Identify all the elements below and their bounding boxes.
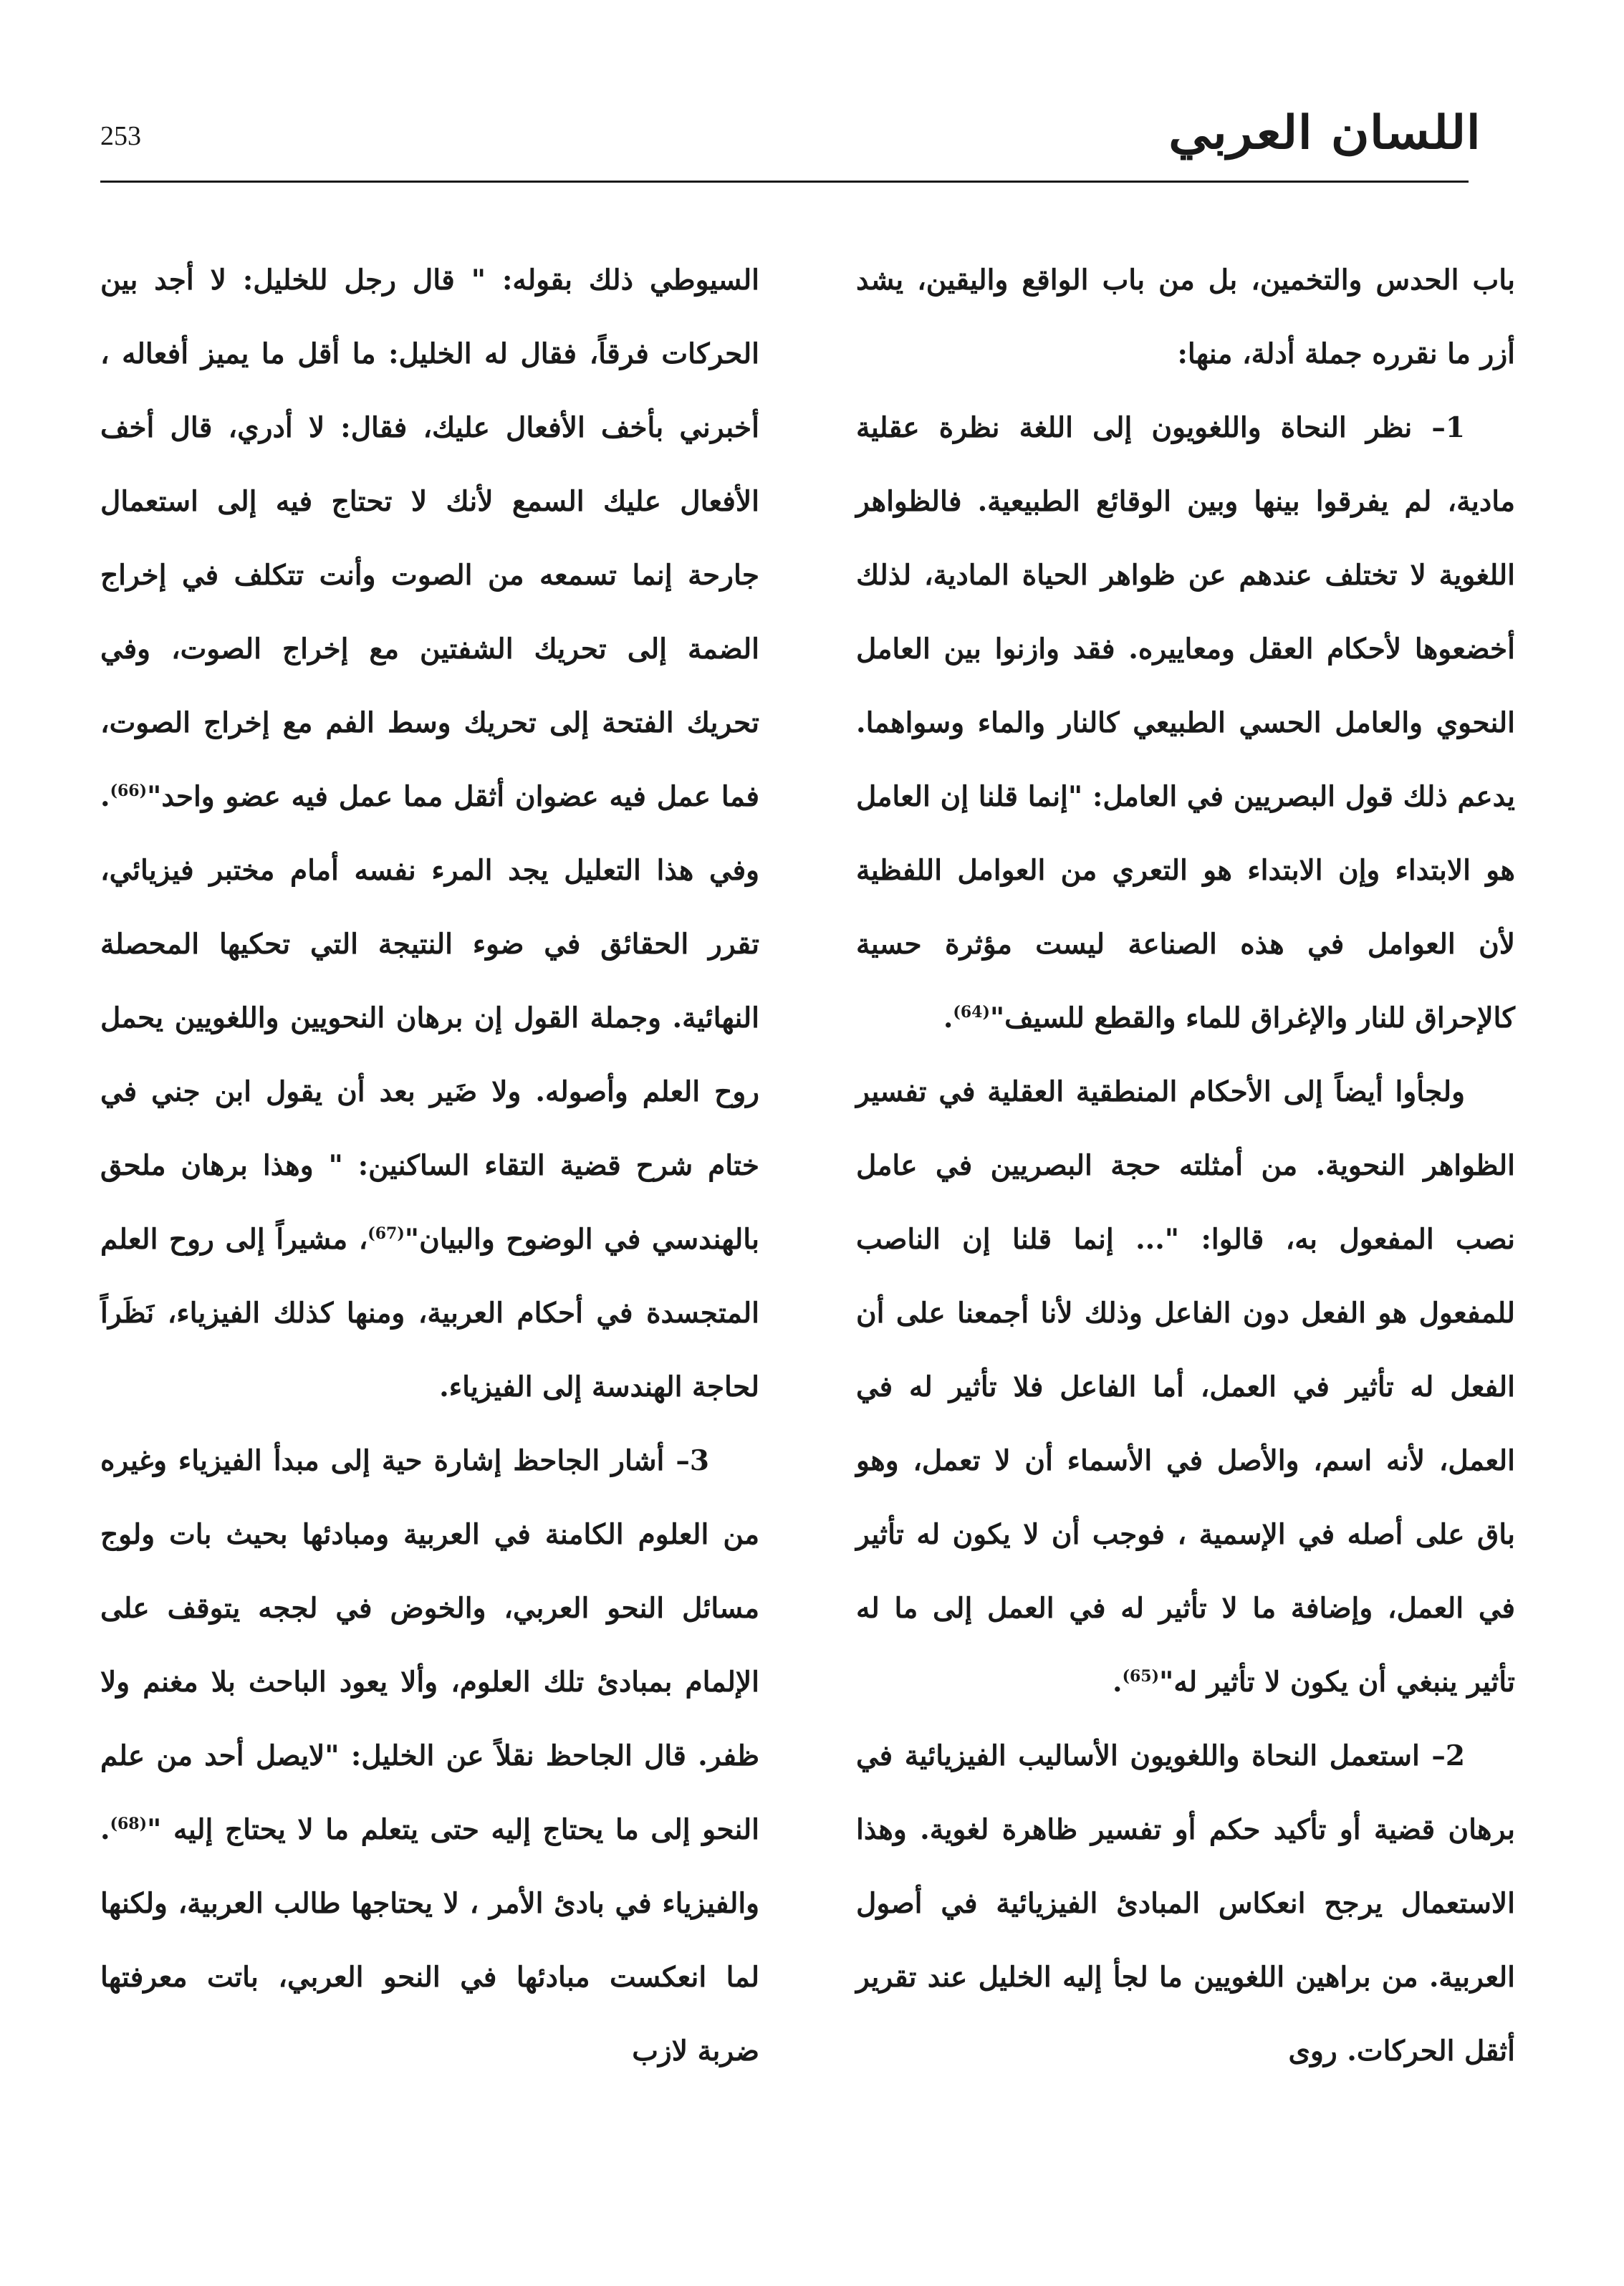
paragraph-text: .: [1113, 1666, 1123, 1699]
paragraph-text: 3– أشار الجاحظ إشارة حية إلى مبدأ الفيزياء وغيره من العلوم الكامنة في العربية ومبادئها بحيث بات ولوج مسائل النحو العربي، والخوض في لججه يتوقف على الإلمام بمبادئ تلك العلوم، وألا يعود الباحث بلا مغنم ولا ظفر. قال الجاحظ نقلاً عن الخليل: "لايصل أحد من علم النحو إلى ما يحتاج إليه حتى يتعلم ما لا يحتاج إليه ": [100, 1444, 759, 1846]
paragraph-text: ، مشيراً إلى روح العلم المتجسدة في أحكام العربية، ومنها كذلك الفيزياء، نَظَراً لحاجة الهندسة إلى الفيزياء.: [100, 1223, 759, 1403]
right-column: [856, 244, 1515, 2088]
paragraph: 2– استعمل النحاة واللغويون الأساليب الفيزيائية في برهان قضية أو تأكيد حكم أو تفسير ظاهرة لغوية. وهذا الاستعمال يرجح انعكاس المبادئ الفيزيائية في أصول العربية. من براهين اللغويين ما لجأ إليه الخليل عند تقرير أثقل الحركات. روى: [856, 1739, 1516, 2068]
footnote-ref: (65): [1122, 1667, 1160, 1686]
paragraph-text: . والفيزياء في بادئ الأمر ، لا يحتاجها طالب العربية، ولكنها لما انعكست مبادئها في النحو العربي، باتت معرفتها ضربة لازب: [100, 1813, 759, 2068]
paragraph: [856, 391, 1515, 1055]
footnote-ref: (66): [110, 782, 148, 800]
page-number: 253: [100, 121, 141, 151]
paragraph-text: .: [943, 1002, 953, 1034]
paragraph-text: ولجأوا أيضاً إلى الأحكام المنطقية العقلية في تفسير الظواهر النحوية. من أمثلته حجة البصريين في عامل نصب المفعول به، قالوا: "... إنما قلنا إن الناصب للمفعول هو الفعل دون الفاعل وذلك لأنا أجمعنا على أن الفعل له تأثير في العمل، أما الفاعل فلا تأثير له في العمل، لأنه اسم، والأصل في الأسماء أن لا تعمل، وهو باق على أصله في الإسمية ، فوجب أن لا يكون له تأثير في العمل، وإضافة ما لا تأثير له في العمل إلى ما له تأثير ينبغي أن يكون لا تأثير له": [856, 1075, 1515, 1699]
left-column: [100, 244, 759, 2088]
footnote-ref: (68): [110, 1815, 148, 1833]
paragraph-text: . وفي هذا التعليل يجد المرء نفسه أمام مختبر فيزيائي، تقرر الحقائق في ضوء النتيجة التي تحكيها المحصلة النهائية. وجملة القول إن برهان النحويين واللغويين يحمل روح العلم وأصوله. ولا ضَير بعد أن يقول ابن جني في ختام شرح قضية التقاء الساكنين: " وهذا برهان ملحق بالهندسي في الوضوح والبيان": [100, 780, 759, 1256]
footnote-ref: (67): [367, 1224, 405, 1243]
paragraph: [100, 244, 759, 1424]
paragraph-text: 1– نظر النحاة واللغويون إلى اللغة نظرة عقلية مادية، لم يفرقوا بينها وبين الوقائع الطبيعية. فالظواهر اللغوية لا تختلف عندهم عن ظواهر الحياة المادية، لذلك أخضعوها لأحكام العقل ومعاييره. فقد وازنوا بين العامل النحوي والعامل الحسي الطبيعي كالنار والماء وسواهما. يدعم ذلك قول البصريين في العامل: "إنما قلنا إن العامل هو الابتداء وإن الابتداء هو التعري من العوامل اللفظية لأن العوامل في هذه الصناعة ليست مؤثرة حسية كالإحراق للنار والإغراق للماء والقطع للسيف": [856, 411, 1515, 1034]
paragraph: باب الحدس والتخمين، بل من باب الواقع واليقين، يشد أزر ما نقرره جملة أدلة، منها:: [856, 264, 1515, 370]
journal-logo: اللسان العربي: [1168, 106, 1481, 160]
paragraph: [100, 1424, 759, 2088]
footnote-ref: (64): [953, 1003, 990, 1022]
header-rule: [100, 181, 1469, 183]
paragraph-text: السيوطي ذلك بقوله: " قال رجل للخليل: لا أجد بين الحركات فرقاً، فقال له الخليل: ما أقل ما يميز أفعاله ، أخبرني بأخف الأفعال عليك، فقال: لا أدري، قال أخف الأفعال عليك السمع لأنك لا تحتاج فيه إلى استعمال جارحة إنما تسمعه من الصوت وأنت تتكلف في إخراج الضمة إلى تحريك الشفتين مع إخراج الصوت، وفي تحريك الفتحة إلى تحريك وسط الفم مع إخراج الصوت، فما عمل فيه عضوان أثقل مما عمل فيه عضو واحد": [100, 264, 759, 813]
paragraph: [856, 1055, 1515, 1719]
